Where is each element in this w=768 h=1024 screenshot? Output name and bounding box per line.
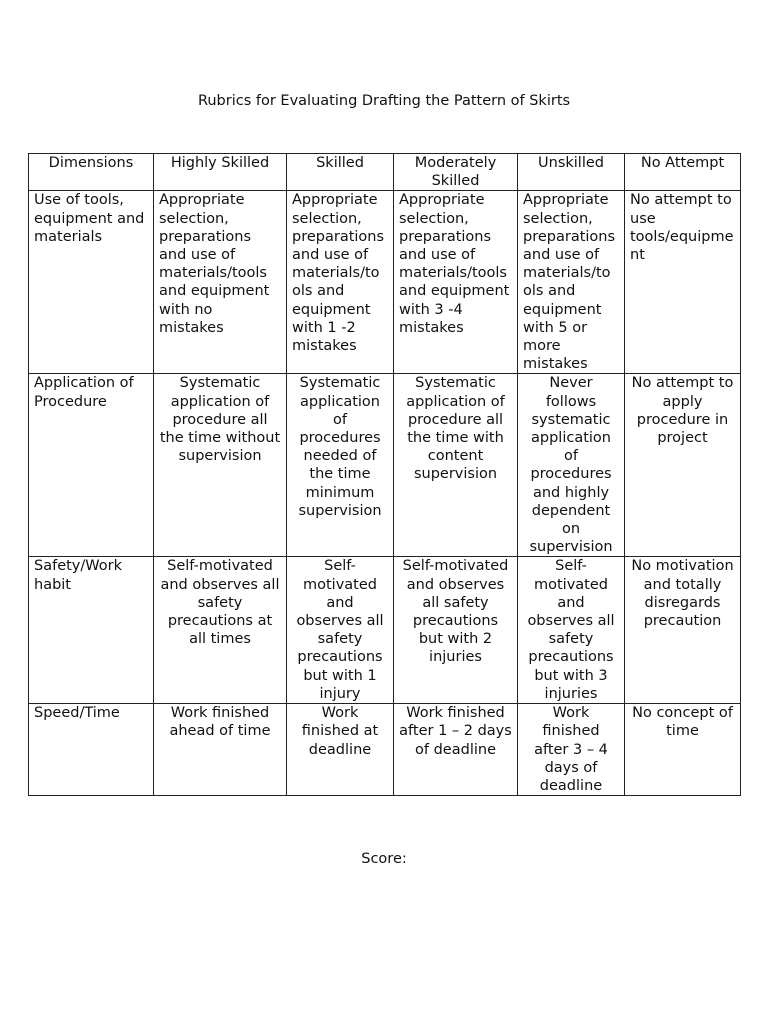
table-header-row	[29, 154, 741, 191]
table-cell: Never follows systematic application of procedures and highly dependent on supervision	[518, 374, 625, 557]
table-cell: Systematic application of procedures needed of the time minimum supervision	[287, 374, 394, 557]
table-row	[29, 704, 741, 796]
table-cell: Self-motivated and observes all safety precautions but with 2 injuries	[394, 557, 518, 704]
table-cell: Work finished ahead of time	[154, 704, 287, 796]
table-cell: No attempt to use tools/equipment	[625, 191, 741, 374]
table-cell: Systematic application of procedure all the time with content supervision	[394, 374, 518, 557]
column-header-moderately-skilled: Moderately Skilled	[394, 154, 518, 191]
document-title: Rubrics for Evaluating Drafting the Pattern of Skirts	[197, 93, 571, 109]
table-cell: Appropriate selection, preparations and use of materials/tools and equipment with 1 -2 mistakes	[287, 191, 394, 374]
column-header-unskilled: Unskilled	[518, 154, 625, 191]
column-header-highly-skilled: Highly Skilled	[154, 154, 287, 191]
column-header-no-attempt: No Attempt	[625, 154, 741, 191]
table-cell: Systematic application of procedure all the time without supervision	[154, 374, 287, 557]
dimension-cell: Application of Procedure	[29, 374, 154, 557]
table-cell: Work finished after 1 – 2 days of deadline	[394, 704, 518, 796]
table-cell: No attempt to apply procedure in project	[625, 374, 741, 557]
table-cell: Work finished at deadline	[287, 704, 394, 796]
dimension-cell: Safety/Work habit	[29, 557, 154, 704]
dimension-cell: Use of tools, equipment and materials	[29, 191, 154, 374]
table-cell: Self-motivated and observes all safety precautions at all times	[154, 557, 287, 704]
table-row	[29, 557, 741, 704]
table-cell: Self-motivated and observes all safety precautions but with 3 injuries	[518, 557, 625, 704]
table-cell: Work finished after 3 – 4 days of deadline	[518, 704, 625, 796]
table-row	[29, 374, 741, 557]
table-cell: Appropriate selection, preparations and use of materials/tools and equipment with no mistakes	[154, 191, 287, 374]
dimension-cell: Speed/Time	[29, 704, 154, 796]
column-header-dimensions: Dimensions	[29, 154, 154, 191]
score-label: Score:	[361, 851, 407, 867]
table-row	[29, 191, 741, 374]
rubric-table	[28, 153, 741, 796]
table-cell: Appropriate selection, preparations and use of materials/tools and equipment with 3 -4 mistakes	[394, 191, 518, 374]
table-cell: Self-motivated and observes all safety precautions but with 1 injury	[287, 557, 394, 704]
table-cell: Appropriate selection, preparations and use of materials/tools and equipment with 5 or more mistakes	[518, 191, 625, 374]
table-cell: No motivation and totally disregards precaution	[625, 557, 741, 704]
table-cell: No concept of time	[625, 704, 741, 796]
column-header-skilled: Skilled	[287, 154, 394, 191]
